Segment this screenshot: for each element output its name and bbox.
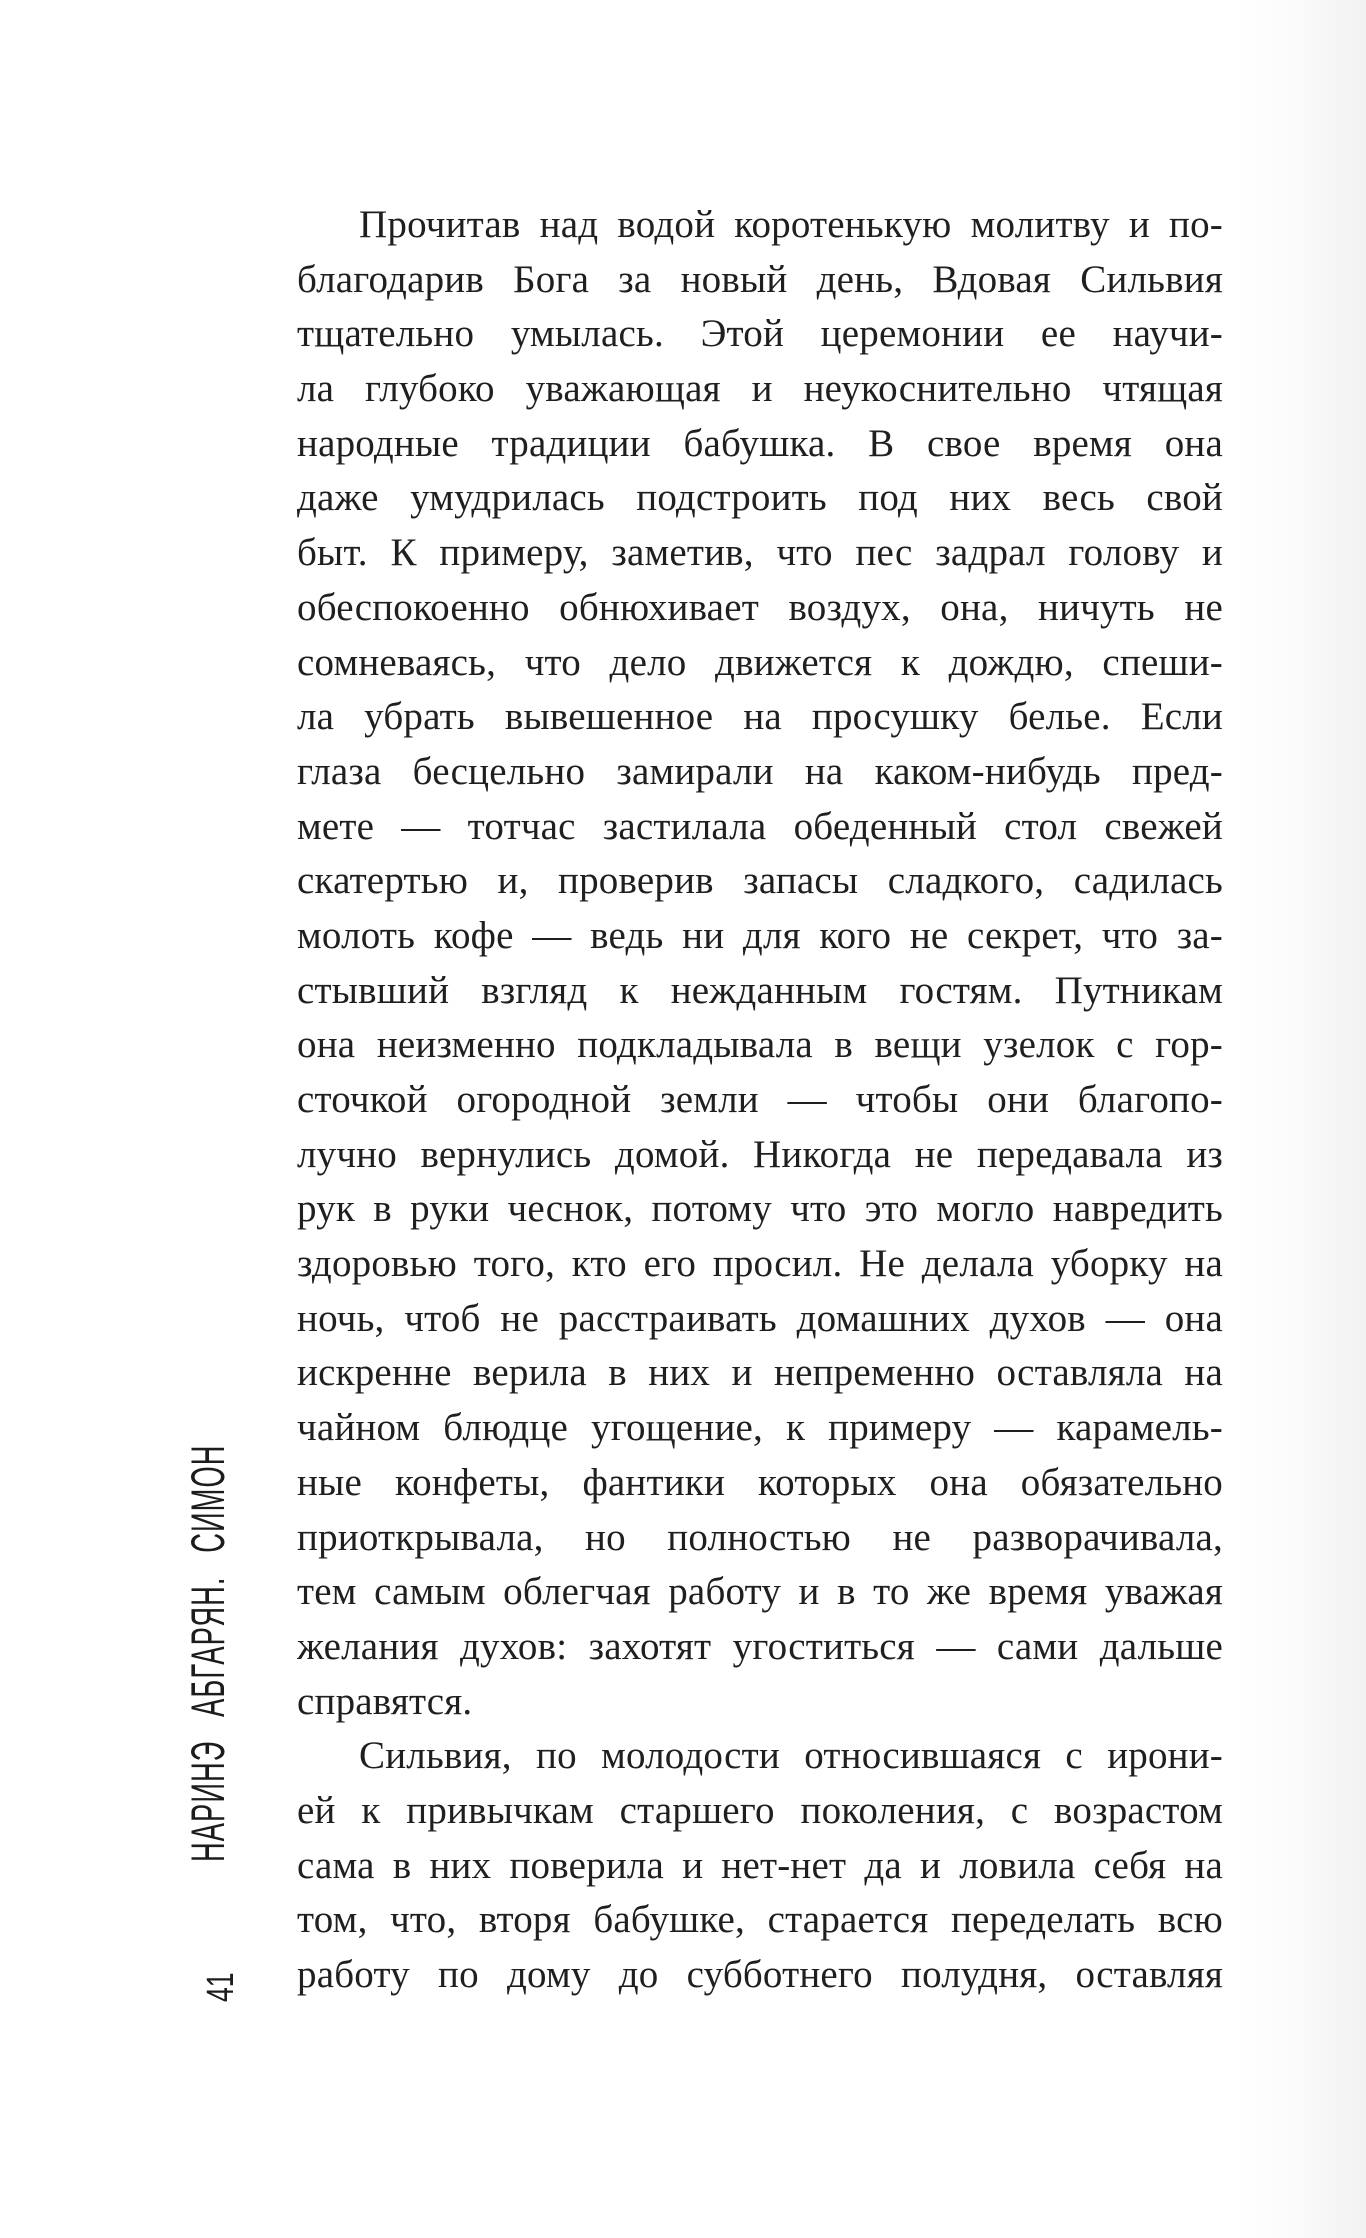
text-line: справятся.	[297, 1679, 473, 1723]
text-line: здоровью того, кто его просил. Не делала уборку на	[297, 1242, 1223, 1286]
text-line: Сильвия, по молодости относившаяся с ирони-	[359, 1734, 1223, 1778]
text-line: народные традиции бабушка. В свое время она	[297, 421, 1223, 465]
text-line: глаза бесцельно замирали на каком-нибудь пред-	[297, 749, 1223, 793]
book-title-label: НАРИНЭ АБГАРЯН. СИМОН	[181, 1444, 234, 1862]
page-text	[297, 198, 1223, 2003]
text-line: желания духов: захотят угоститься — сами дальше	[297, 1624, 1223, 1668]
text-line: Прочитав над водой коротенькую молитву и по-	[359, 203, 1223, 246]
text-line: ла глубоко уважающая и неукоснительно чтящая	[297, 367, 1223, 411]
text-line: она неизменно подкладывала в вещи узелок с гор-	[297, 1023, 1223, 1067]
text-line: молоть кофе — ведь ни для кого не секрет, что за-	[297, 913, 1223, 957]
text-line: том, что, вторя бабушке, старается переделать всю	[297, 1898, 1223, 1942]
text-line: ночь, чтоб не расстраивать домашних духов — она	[297, 1296, 1223, 1340]
text-line: обеспокоенно обнюхивает воздух, она, ничуть не	[297, 585, 1223, 629]
text-line: благодарив Бога за новый день, Вдовая Сильвия	[297, 257, 1223, 301]
text-line: лучно вернулись домой. Никогда не передавала из	[297, 1132, 1223, 1176]
book-title-vertical	[181, 1444, 234, 1862]
text-line: сама в них поверила и нет-нет да и ловила себя на	[297, 1843, 1223, 1887]
text-line: ей к привычкам старшего поколения, с возрастом	[297, 1788, 1223, 1832]
text-line: тем самым облегчая работу и в то же время уважая	[297, 1570, 1223, 1614]
text-line: ные конфеты, фантики которых она обязательно	[297, 1460, 1223, 1504]
text-line: работу по дому до субботнего полудня, оставляя	[297, 1953, 1223, 1996]
text-line: даже умудрилась подстроить под них весь свой	[297, 476, 1223, 520]
text-line: сточкой огородной земли — чтобы они благопо-	[297, 1078, 1223, 1121]
text-line: чайном блюдце угощение, к примеру — карамель-	[297, 1406, 1223, 1450]
page-number	[200, 1972, 242, 2002]
text-line: скатертью и, проверив запасы сладкого, садилась	[297, 859, 1223, 903]
text-line: искренне верила в них и непременно оставляла на	[297, 1351, 1223, 1395]
text-line: ла убрать вывешенное на просушку белье. Если	[297, 695, 1223, 739]
page-edge-shadow	[1236, 0, 1366, 2238]
text-line: стывший взгляд к нежданным гостям. Путникам	[297, 968, 1223, 1012]
text-line: мете — тотчас застилала обеденный стол свежей	[297, 804, 1223, 848]
text-line: тщательно умылась. Этой церемонии ее научи-	[297, 312, 1223, 356]
page-number-label: 41	[200, 1972, 242, 2002]
text-line: сомневаясь, что дело движется к дождю, спеши-	[297, 640, 1223, 684]
text-line: приоткрывала, но полностью не разворачивала,	[297, 1515, 1223, 1559]
text-line: рук в руки чеснок, потому что это могло навредить	[297, 1187, 1223, 1231]
text-line: быт. К примеру, заметив, что пес задрал голову и	[297, 531, 1223, 575]
